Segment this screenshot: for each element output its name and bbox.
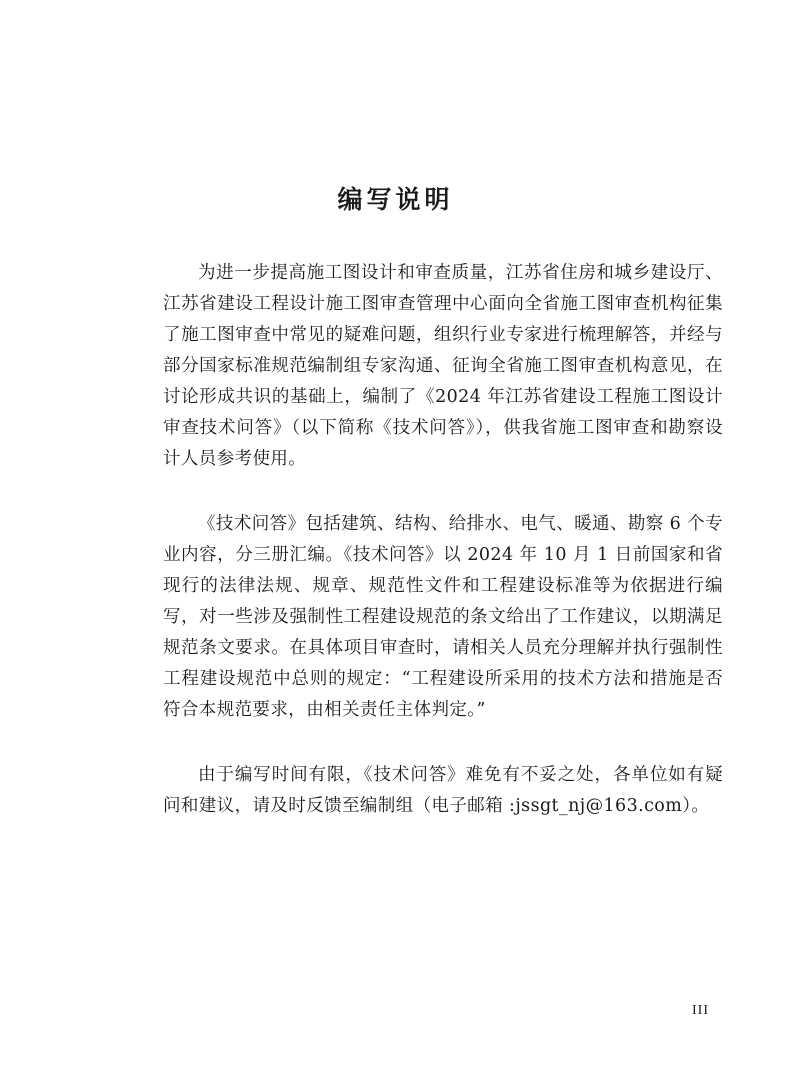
paragraph-scope: 《技术问答》包括建筑、结构、给排水、电气、暖通、勘察 6 个专业内容，分三册汇编。《技术问答》以 2024 年 10 月 1 日前国家和省现行的法律法规、规章、规范性文件和工程建设标准等为依据进行编写，对一些涉及强制性工程建设规范的条文给出了工作建议，以期满足规范条文要求。在具体项目审查时，请相关人员充分理解并执行强制性工程建设规范中总则的规定：“工程建设所采用的技术方法和措施是否符合本规范要求，由相关责任主体判定。” [163, 514, 723, 720]
paragraph-purpose: 为进一步提高施工图设计和审查质量，江苏省住房和城乡建设厅、江苏省建设工程设计施工图审查管理中心面向全省施工图审查机构征集了施工图审查中常见的疑难问题，组织行业专家进行梳理解答，并经与部分国家标准规范编制组专家沟通、征询全省施工图审查机构意见，在讨论形成共识的基础上，编制了《2024 年江苏省建设工程施工图设计审查技术问答》（以下简称《技术问答》），供我省施工图审查和勘察设计人员参考使用。 [163, 263, 723, 469]
page-title: 编写说明 [337, 185, 454, 214]
paragraph-feedback: 由于编写时间有限，《技术问答》难免有不妥之处，各单位如有疑问和建议，请及时反馈至编制组（电子邮箱 :jssgt_nj@163.com）。 [163, 765, 723, 816]
page-number: III [692, 1003, 709, 1018]
document-body [163, 258, 723, 856]
